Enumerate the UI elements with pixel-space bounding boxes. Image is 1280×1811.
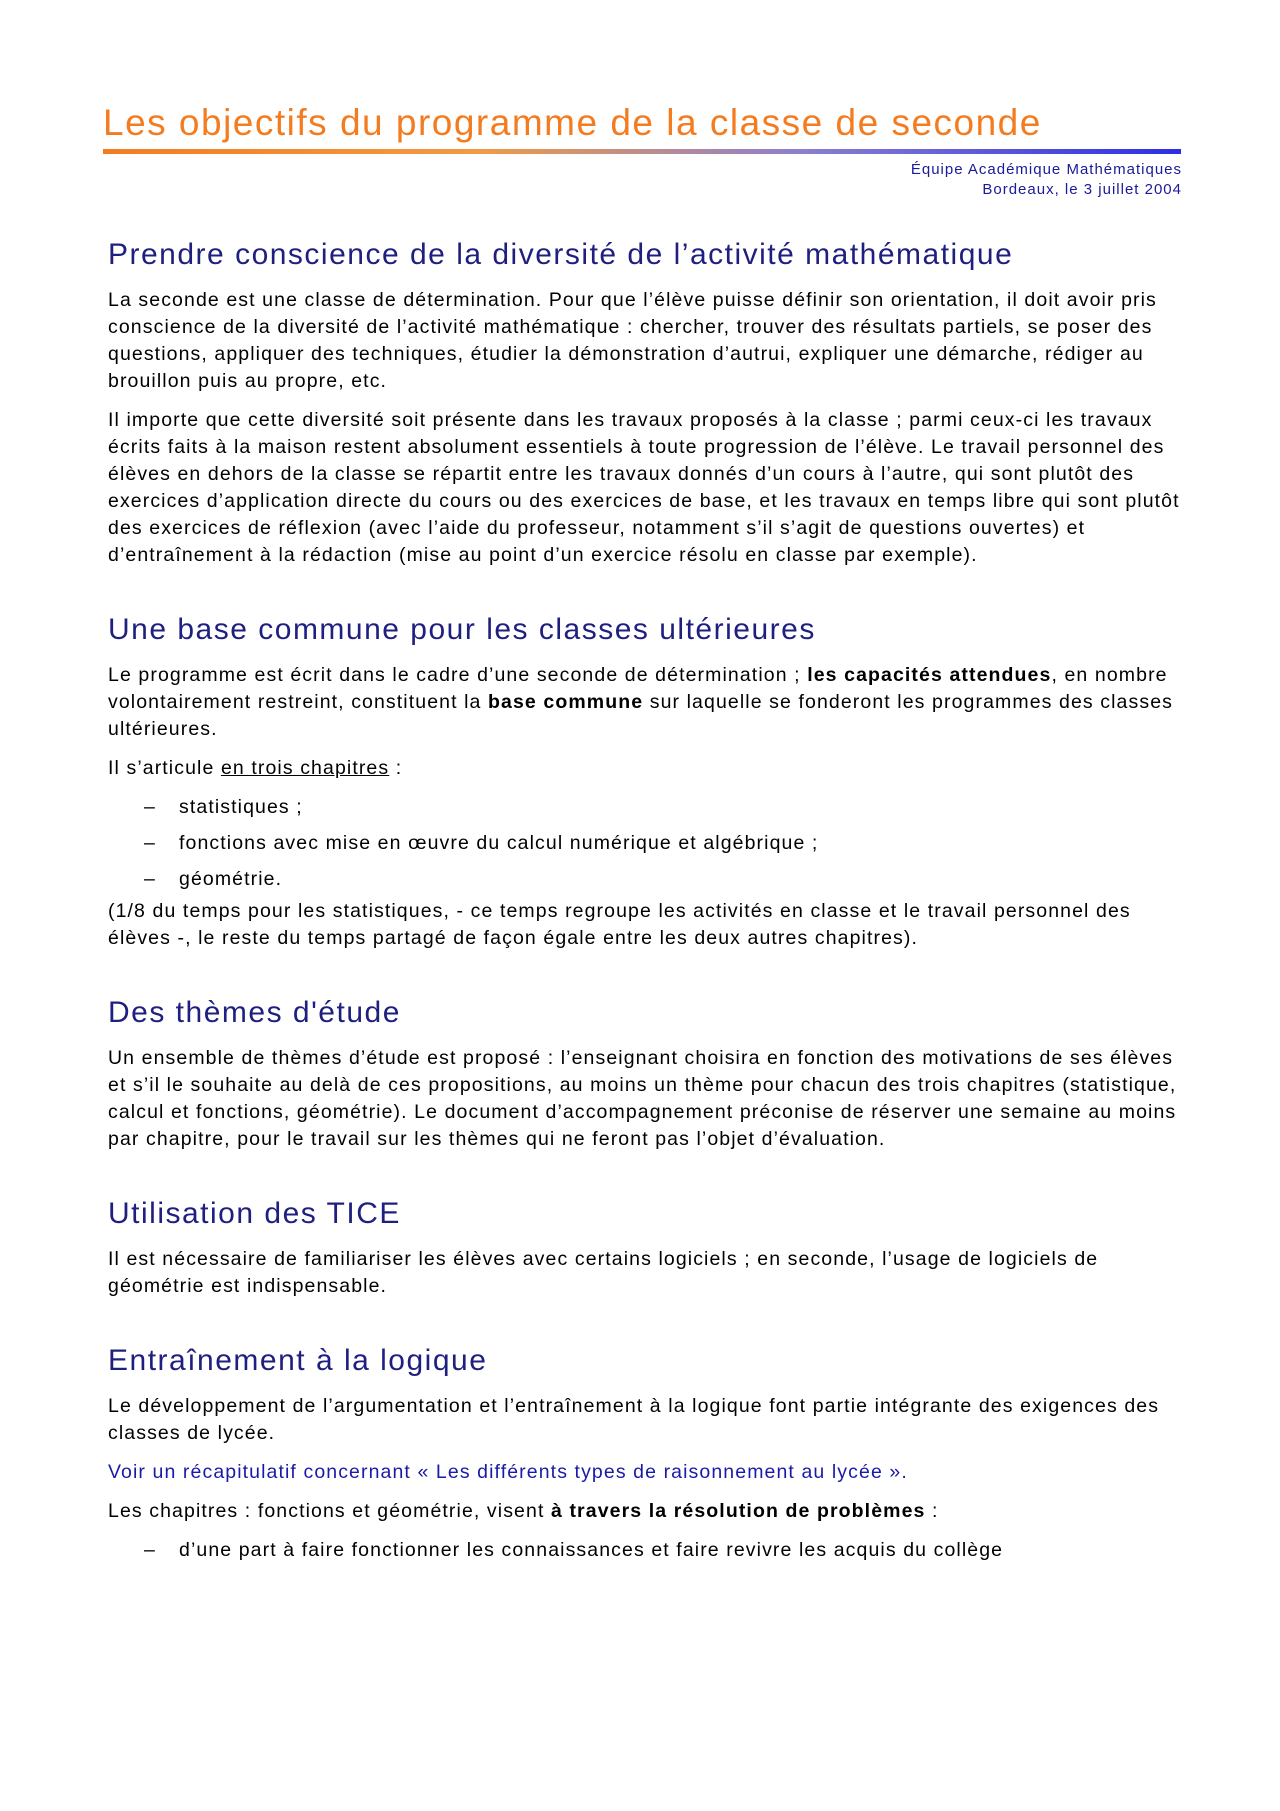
section-heading: Utilisation des TICE [108, 1197, 401, 1230]
paragraph: Le programme est écrit dans le cadre d’une seconde de détermination ; les capacités attendues, en nombre volontairement restreint, constituent la base commune sur laquelle se fonderont les programmes des classes ultérieures. [108, 664, 1173, 740]
place-date: Bordeaux, le 3 juillet 2004 [982, 181, 1182, 198]
paragraph: Il s’articule en trois chapitres : [108, 757, 403, 779]
raisonnement-link[interactable]: Voir un récapitulatif concernant « Les différents types de raisonnement au lycée ». [108, 1461, 908, 1483]
list-item: – d’une part à faire fonctionner les connaissances et faire revivre les acquis du collège [144, 1539, 1004, 1561]
section-logique [108, 1344, 1183, 1564]
section-tice [108, 1197, 1183, 1300]
bold-resolution: à travers la résolution de problèmes [551, 1500, 926, 1522]
section-base-commune [108, 613, 1183, 952]
author-team: Équipe Académique Mathématiques [910, 161, 1182, 178]
bold-capacites: les capacités attendues [807, 664, 1052, 686]
section-heading: Prendre conscience de la diversité de l’activité mathématique [108, 238, 1014, 271]
section-heading: Une base commune pour les classes ultérieures [108, 613, 816, 646]
section-themes [108, 996, 1183, 1153]
list-item: – géométrie. [144, 868, 283, 890]
paragraph: Il est nécessaire de familiariser les élèves avec certains logiciels ; en seconde, l’usage de logiciels de géométrie est indispensable. [108, 1248, 1099, 1297]
underlined-text: en trois chapitres [220, 757, 390, 779]
section-diversite [108, 238, 1183, 569]
paragraph: Un ensemble de thèmes d’étude est proposé : l’enseignant choisira en fonction des motivations de ses élèves et s’il le souhaite au delà de ces propositions, au moins un thème pour chacun des trois chapitres (statistique, calcul et fonctions, géométrie). Le document d’accompagnement préconise de réserver une semaine au moins par chapitre, pour le travail sur les thèmes qui ne feront pas l’objet d’évaluation. [108, 1047, 1177, 1150]
bold-base-commune: base commune [488, 691, 644, 713]
document-meta [911, 160, 1182, 200]
document-body [108, 238, 1183, 1564]
title-underline [103, 149, 1181, 154]
objectives-list [108, 1537, 1183, 1564]
paragraph: Il importe que cette diversité soit présente dans les travaux proposés à la classe ; parmi ceux-ci les travaux écrits faits à la maison restent absolument essentiels à toute progression de l’élève. Le travail personnel des élèves en dehors de la classe se répartit entre les travaux donnés d’un cours à l’autre, qui sont plutôt des exercices d’application directe du cours ou des exercices de base, et les travaux en temps libre qui sont plutôt des exercices de réflexion (avec l’aide du professeur, notamment s’il s’agit de questions ouvertes) et d’entraînement à la rédaction (mise au point d’un exercice résolu en classe par exemple). [108, 409, 1180, 566]
paragraph: (1/8 du temps pour les statistiques, - ce temps regroupe les activités en classe et le travail personnel des élèves -, le reste du temps partagé de façon égale entre les deux autres chapitres). [108, 900, 1131, 949]
paragraph: La seconde est une classe de détermination. Pour que l’élève puisse définir son orientation, il doit avoir pris conscience de la diversité de l’activité mathématique : chercher, trouver des résultats partiels, se poser des questions, appliquer des techniques, étudier la démonstration d’autrui, expliquer une démarche, rédiger au brouillon puis au propre, etc. [108, 289, 1157, 392]
document-title: Les objectifs du programme de la classe de seconde [103, 102, 1042, 143]
list-item: – statistiques ; [144, 796, 303, 818]
list-item: – fonctions avec mise en œuvre du calcul numérique et algébrique ; [144, 832, 819, 854]
section-heading: Entraînement à la logique [108, 1344, 488, 1377]
chapter-list [108, 794, 1183, 893]
paragraph: Le développement de l’argumentation et l’entraînement à la logique font partie intégrante des exigences des classes de lycée. [108, 1395, 1160, 1444]
section-heading: Des thèmes d'étude [108, 996, 401, 1029]
paragraph: Les chapitres : fonctions et géométrie, visent à travers la résolution de problèmes : [108, 1500, 939, 1522]
